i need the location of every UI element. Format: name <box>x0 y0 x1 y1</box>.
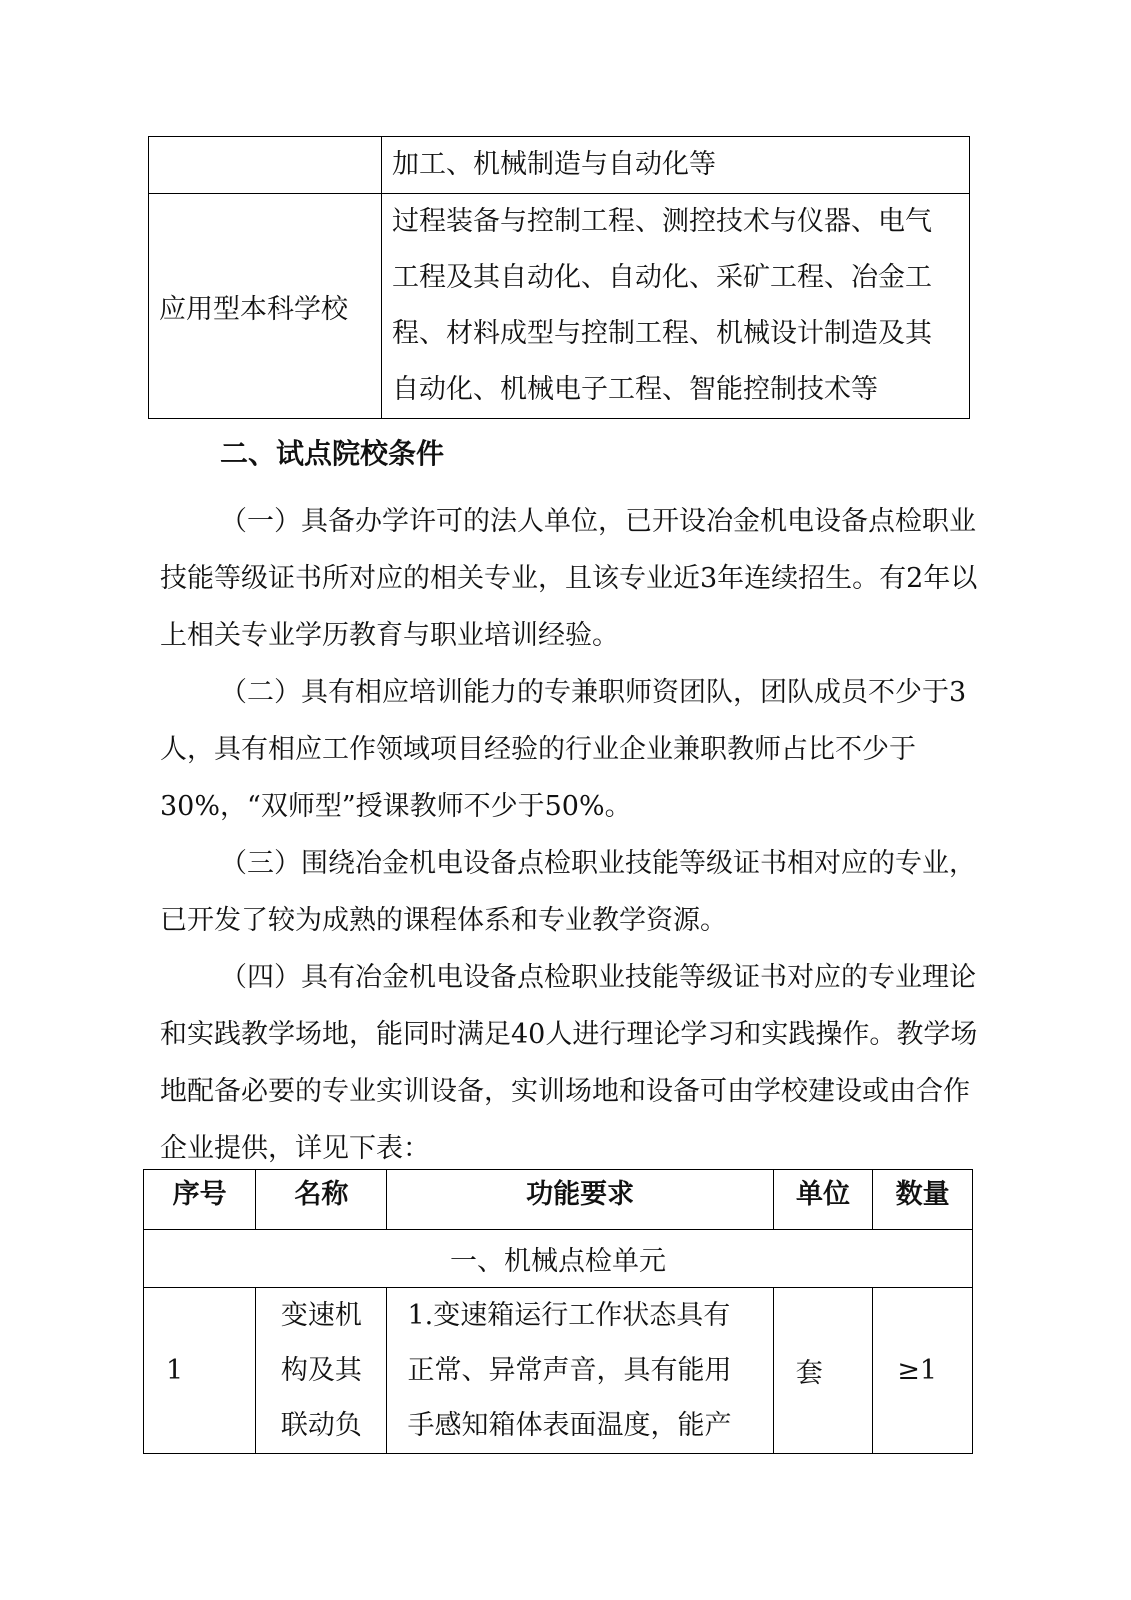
row-requirement-line: 正常、异常声音，具有能用 <box>407 1355 732 1386</box>
section-row-label: 一、机械点检单元 <box>144 1230 973 1288</box>
majors-line: 工程及其自动化、自动化、采矿工程、冶金工 <box>392 262 932 293</box>
majors-line: 过程装备与控制工程、测控技术与仪器、电气 <box>392 206 932 237</box>
section-heading: 二、试点院校条件 <box>220 437 445 470</box>
majors-line: 程、材料成型与控制工程、机械设计制造及其 <box>392 318 932 349</box>
majors-cell: 加工、机械制造与自动化等 <box>382 137 970 194</box>
row-name-line: 联动负 <box>280 1410 362 1441</box>
major-table-row <box>149 137 970 194</box>
row-no: 1 <box>144 1288 256 1454</box>
row-name <box>256 1288 387 1454</box>
row-name-line: 变速机 <box>280 1300 362 1331</box>
equipment-table <box>143 1169 973 1454</box>
school-type-cell: 应用型本科学校 <box>149 194 382 419</box>
header-no: 序号 <box>144 1170 256 1230</box>
header-name: 名称 <box>256 1170 387 1230</box>
header-requirement: 功能要求 <box>387 1170 773 1230</box>
row-requirement-line: 1.变速箱运行工作状态具有 <box>407 1300 731 1331</box>
section-row <box>144 1230 973 1288</box>
table-row <box>144 1288 973 1454</box>
row-unit: 套 <box>773 1288 873 1454</box>
header-quantity: 数量 <box>873 1170 973 1230</box>
header-unit: 单位 <box>773 1170 873 1230</box>
table-header-row <box>144 1170 973 1230</box>
majors-cell <box>382 194 970 419</box>
majors-line: 自动化、机械电子工程、智能控制技术等 <box>392 374 878 405</box>
major-table <box>148 136 970 419</box>
row-name-line: 构及其 <box>280 1355 362 1386</box>
row-requirement-line: 手感知箱体表面温度，能产 <box>407 1410 732 1441</box>
row-quantity: ≥1 <box>873 1288 973 1454</box>
condition-paragraph-2: （二）具有相应培训能力的专兼职师资团队，团队成员不少于3人，具有相应工作领域项目经验的行业企业兼职教师占比不少于30%，“双师型”授课教师不少于50%。 <box>160 677 967 822</box>
row-requirement <box>387 1288 773 1454</box>
major-table-row <box>149 194 970 419</box>
condition-paragraph-1: （一）具备办学许可的法人单位，已开设冶金机电设备点检职业技能等级证书所对应的相关专业，且该专业近3年连续招生。有2年以上相关专业学历教育与职业培训经验。 <box>160 506 978 651</box>
condition-paragraph-3: （三）围绕冶金机电设备点检职业技能等级证书相对应的专业，已开发了较为成熟的课程体系和专业教学资源。 <box>160 848 976 936</box>
school-type-cell <box>149 137 382 194</box>
condition-paragraph-4: （四）具有冶金机电设备点检职业技能等级证书对应的专业理论和实践教学场地，能同时满足40人进行理论学习和实践操作。教学场地配备必要的专业实训设备，实训场地和设备可由学校建设或由合作企业提供，详见下表： <box>160 962 978 1164</box>
